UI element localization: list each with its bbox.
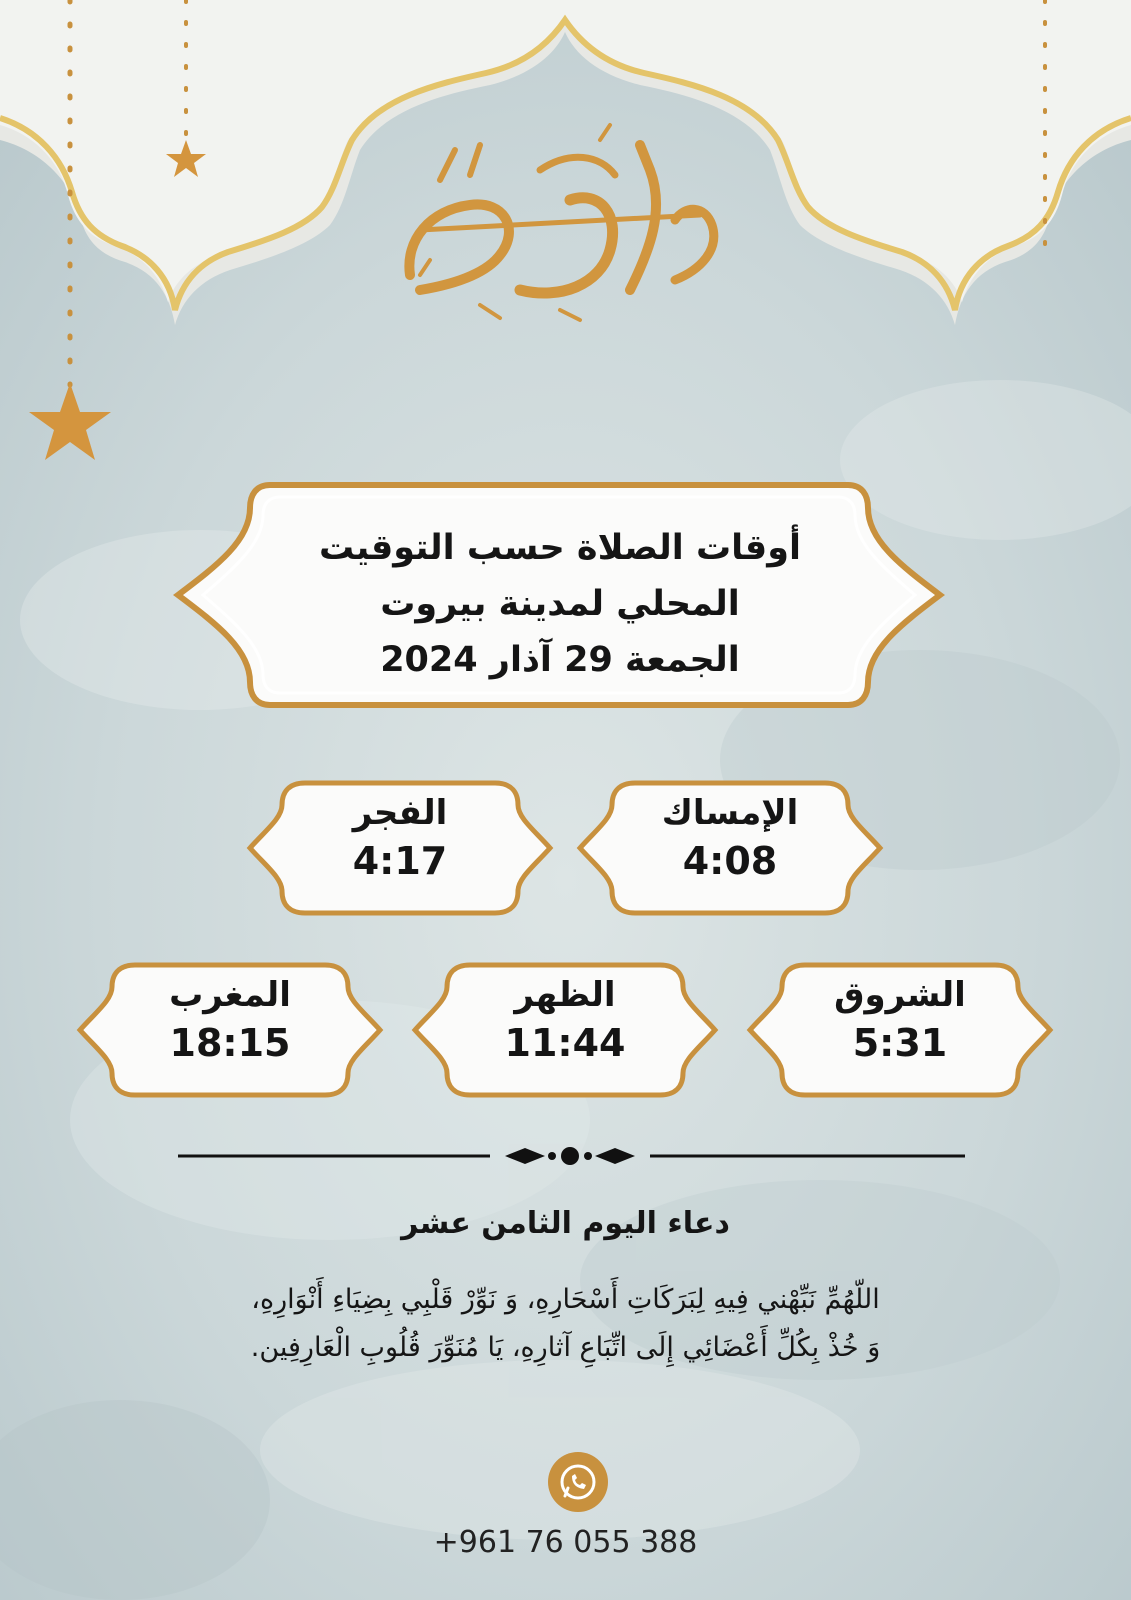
prayer-time: 11:44 bbox=[504, 1021, 626, 1065]
prayer-name: الشروق bbox=[834, 975, 966, 1015]
prayer-card-shuruq bbox=[750, 965, 1050, 1095]
title-line-2: المحلي لمدينة بيروت bbox=[380, 584, 740, 624]
prayer-time: 5:31 bbox=[852, 1021, 948, 1065]
whatsapp-icon[interactable] bbox=[548, 1452, 608, 1512]
prayer-time: 18:15 bbox=[169, 1021, 291, 1065]
title-block bbox=[260, 520, 860, 688]
dua-title: دعاء اليوم الثامن عشر bbox=[401, 1206, 730, 1241]
prayer-card-dhuhr bbox=[415, 965, 715, 1095]
dua-text-line-1: اللّهُمِّ نَبِّهْني فِيهِ لِبَرَكَاتِ أَسْحَارِهِ، وَ نَوِّرْ قَلْبِي بِضِيَاءِ أَنْوَارِهِ، bbox=[251, 1284, 880, 1315]
phone-number[interactable]: +961 76 055 388 bbox=[433, 1525, 698, 1560]
prayer-name: الفجر bbox=[352, 793, 448, 833]
calligraphy-text: رمضان كريم bbox=[562, 262, 568, 263]
prayer-name: المغرب bbox=[169, 975, 291, 1015]
prayer-name: الإمساك bbox=[661, 793, 799, 833]
prayer-card-maghrib bbox=[80, 965, 380, 1095]
prayer-card-fajr bbox=[250, 783, 550, 913]
dua-text-line-2: وَ خُذْ بِكُلِّ أَعْضَائِي إِلَى اتِّبَاعِ آثارِهِ، يَا مُنَوِّرَ قُلُوبِ الْعَارِفِين. bbox=[250, 1332, 881, 1363]
title-line-1: أوقات الصلاة حسب التوقيت bbox=[319, 528, 801, 568]
prayer-time: 4:08 bbox=[682, 839, 778, 883]
prayer-card-imsak bbox=[580, 783, 880, 913]
prayer-name: الظهر bbox=[514, 975, 616, 1015]
prayer-time: 4:17 bbox=[352, 839, 448, 883]
title-date: الجمعة 29 آذار 2024 bbox=[380, 640, 740, 680]
